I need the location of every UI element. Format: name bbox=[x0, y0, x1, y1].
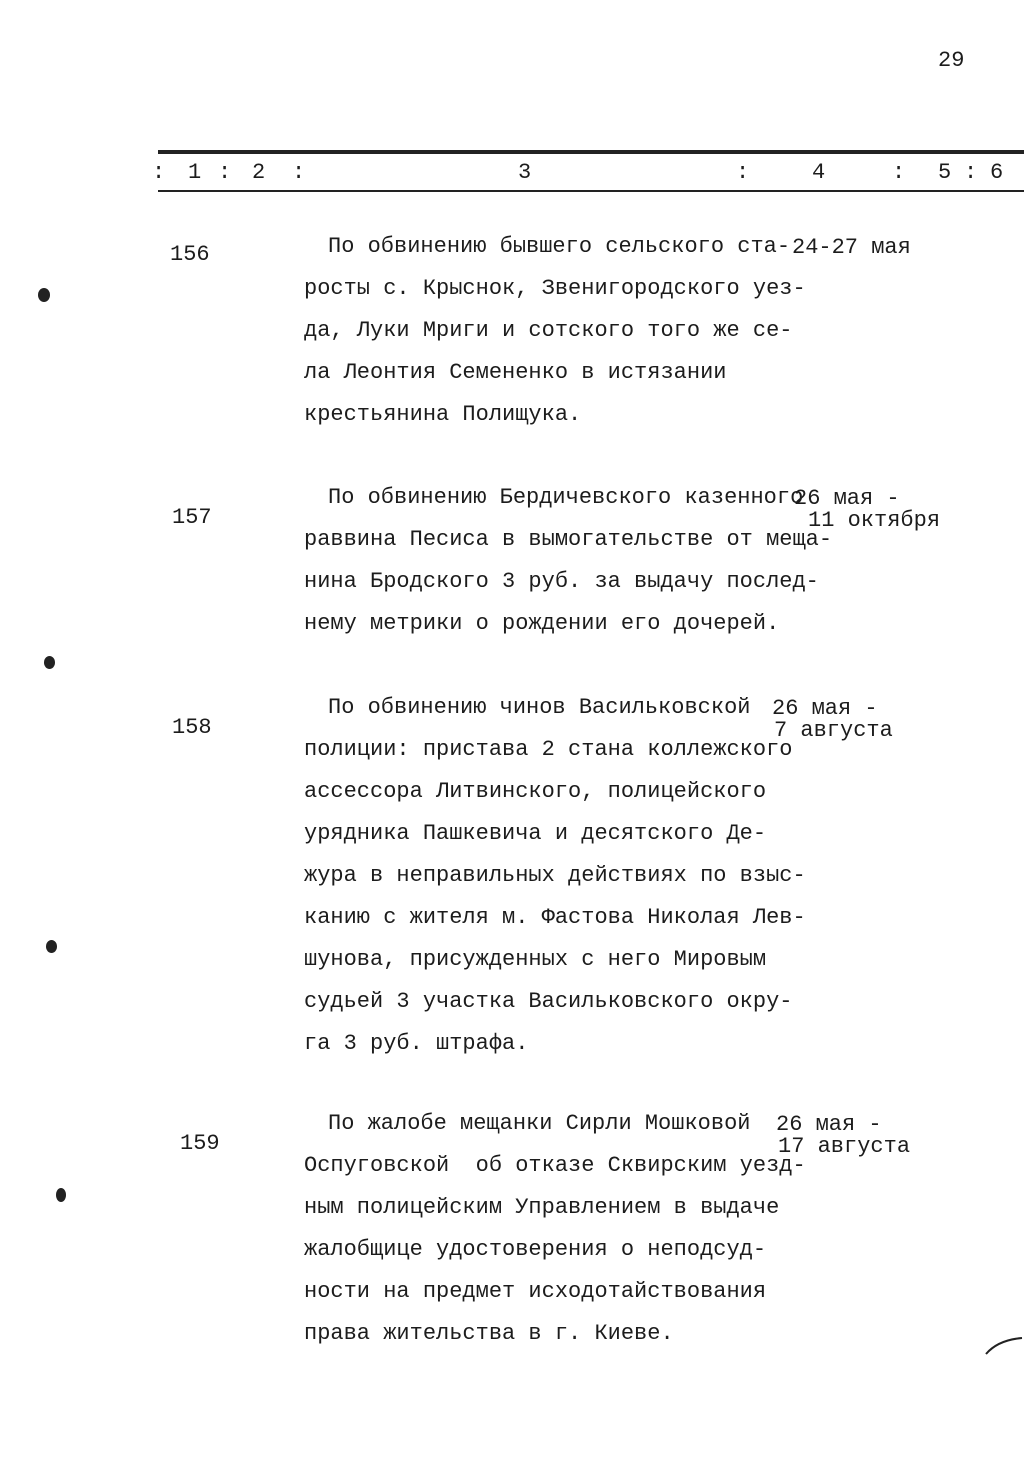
entry-date-end: 7 августа bbox=[774, 718, 893, 743]
column-separator: : bbox=[152, 160, 166, 185]
entry-date-start: 26 мая - bbox=[772, 696, 878, 721]
entry-number: 157 bbox=[172, 505, 212, 530]
entry-line: ла Леонтия Семененко в истязании bbox=[304, 360, 727, 385]
column-separator: : bbox=[218, 160, 232, 185]
margin-pen-stroke bbox=[984, 1330, 1024, 1360]
binding-hole-mark bbox=[38, 288, 50, 302]
column-header-3: 3 bbox=[518, 160, 532, 185]
entry-line: ности на предмет исходотайствования bbox=[304, 1279, 767, 1304]
column-separator: : bbox=[964, 160, 978, 185]
entry-number: 158 bbox=[172, 715, 212, 740]
entry-number: 156 bbox=[170, 242, 210, 267]
entry-line: судьей 3 участка Васильковского окру- bbox=[304, 989, 793, 1014]
entry-line: ассессора Литвинского, полицейского bbox=[304, 779, 767, 804]
entry-line: По обвинению бывшего сельского ста- bbox=[328, 234, 791, 259]
column-separator: : bbox=[736, 160, 750, 185]
entry-line: нина Бродского 3 руб. за выдачу послед- bbox=[304, 569, 819, 594]
entry-line: раввина Песиса в вымогательстве от меща- bbox=[304, 527, 833, 552]
binding-hole-mark bbox=[56, 1188, 66, 1202]
column-header-5: 5 bbox=[938, 160, 952, 185]
entry-line: крестьянина Полищука. bbox=[304, 402, 582, 427]
column-header-1: 1 bbox=[188, 160, 202, 185]
entry-line: росты с. Крыснок, Звенигородского уез- bbox=[304, 276, 806, 301]
column-header-2: 2 bbox=[252, 160, 266, 185]
entry-line: урядника Пашкевича и десятского Де- bbox=[304, 821, 767, 846]
entry-line: Оспуговской об отказе Сквирским уезд- bbox=[304, 1153, 806, 1178]
entry-line: По обвинению чинов Васильковской bbox=[328, 695, 751, 720]
entry-line: ным полицейским Управлением в выдаче bbox=[304, 1195, 780, 1220]
entry-date-end: 11 октября bbox=[808, 508, 941, 533]
binding-hole-mark bbox=[44, 656, 55, 669]
header-rule-bottom bbox=[158, 190, 1024, 192]
column-header-6: 6 bbox=[990, 160, 1004, 185]
entry-line: полиции: пристава 2 стана коллежского bbox=[304, 737, 793, 762]
entry-line: канию с жителя м. Фастова Николая Лев- bbox=[304, 905, 806, 930]
header-rule-top bbox=[158, 150, 1024, 154]
entry-description bbox=[304, 226, 804, 436]
entry-date-start: 26 мая - bbox=[776, 1112, 882, 1137]
entry-line: га 3 руб. штрафа. bbox=[304, 1031, 529, 1056]
entry-date-end: 17 августа bbox=[778, 1134, 911, 1159]
column-separator: : bbox=[892, 160, 906, 185]
column-header-4: 4 bbox=[812, 160, 826, 185]
entry-line: По жалобе мещанки Сирли Мошковой bbox=[328, 1111, 751, 1136]
entry-line: По обвинению Бердичевского казенного bbox=[328, 485, 804, 510]
page-number: 29 bbox=[938, 48, 965, 73]
column-separator: : bbox=[292, 160, 306, 185]
entry-date-start: 26 мая - bbox=[794, 486, 900, 511]
entry-line: нему метрики о рождении его дочерей. bbox=[304, 611, 780, 636]
entry-line: да, Луки Мриги и сотского того же се- bbox=[304, 318, 793, 343]
entry-date-start: 24-27 мая bbox=[792, 235, 911, 260]
entry-description bbox=[304, 477, 833, 645]
entry-line: жалобщице удостоверения о неподсуд- bbox=[304, 1237, 767, 1262]
entry-line: жура в неправильных действиях по взыс- bbox=[304, 863, 806, 888]
entry-description bbox=[304, 687, 804, 1065]
entry-description bbox=[304, 1103, 804, 1355]
entry-number: 159 bbox=[180, 1131, 220, 1156]
entry-line: шунова, присужденных с него Мировым bbox=[304, 947, 767, 972]
binding-hole-mark bbox=[46, 940, 57, 953]
entry-line: права жительства в г. Киеве. bbox=[304, 1321, 674, 1346]
